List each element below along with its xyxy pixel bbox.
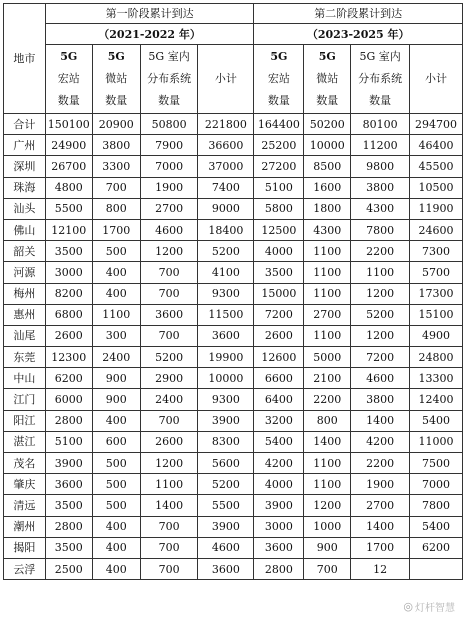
table-row	[4, 558, 463, 579]
phase1-micro-header: 5G 微站 数量	[92, 45, 140, 114]
cell-p2-indoor: 2700	[351, 495, 410, 516]
cell-region: 佛山	[4, 219, 46, 240]
cell-p2-macro: 6600	[254, 368, 304, 389]
cell-p2-micro: 1100	[304, 262, 351, 283]
cell-p2-macro: 3200	[254, 410, 304, 431]
cell-p2-micro: 8500	[304, 156, 351, 177]
cell-p2-macro: 27200	[254, 156, 304, 177]
cell-region: 河源	[4, 262, 46, 283]
cell-p2-subtotal: 45500	[410, 156, 463, 177]
cell-p1-indoor: 5200	[140, 347, 198, 368]
cell-p2-subtotal: 5700	[410, 262, 463, 283]
cell-p2-micro: 1400	[304, 431, 351, 452]
cell-p2-subtotal: 5400	[410, 410, 463, 431]
cell-region: 揭阳	[4, 537, 46, 558]
cell-p1-micro: 900	[92, 368, 140, 389]
cell-region: 中山	[4, 368, 46, 389]
cell-p2-indoor: 1100	[351, 262, 410, 283]
cell-p1-micro: 400	[92, 558, 140, 579]
cell-p1-indoor: 700	[140, 283, 198, 304]
cell-p1-macro: 3600	[45, 474, 92, 495]
cell-p1-subtotal: 36600	[198, 135, 254, 156]
cell-p1-indoor: 3600	[140, 304, 198, 325]
region-header: 地市	[4, 4, 46, 114]
phase1-subtotal-header: 小计	[198, 45, 254, 114]
cell-p2-indoor: 1400	[351, 516, 410, 537]
cell-p2-subtotal: 10500	[410, 177, 463, 198]
cell-region: 江门	[4, 389, 46, 410]
cell-p2-subtotal	[410, 558, 463, 579]
table-row	[4, 219, 463, 240]
cell-p2-indoor: 3800	[351, 177, 410, 198]
cell-p1-indoor: 7000	[140, 156, 198, 177]
watermark	[403, 599, 455, 614]
cell-p2-subtotal: 46400	[410, 135, 463, 156]
cell-p2-micro: 1000	[304, 516, 351, 537]
cell-p1-subtotal: 37000	[198, 156, 254, 177]
cell-p1-indoor: 700	[140, 558, 198, 579]
table-row	[4, 368, 463, 389]
cell-p2-subtotal: 11000	[410, 431, 463, 452]
cell-p1-micro: 400	[92, 410, 140, 431]
cell-p1-macro: 5500	[45, 198, 92, 219]
phase1-macro-header: 5G 宏站 数量	[45, 45, 92, 114]
cell-p1-micro: 400	[92, 537, 140, 558]
cell-p2-subtotal: 13300	[410, 368, 463, 389]
cell-region: 潮州	[4, 516, 46, 537]
cell-p1-indoor: 1200	[140, 453, 198, 474]
cell-p2-macro: 5100	[254, 177, 304, 198]
cell-p1-indoor: 2600	[140, 431, 198, 452]
cell-p1-macro: 150100	[45, 114, 92, 135]
cell-p2-subtotal: 7000	[410, 474, 463, 495]
cell-p2-indoor: 4600	[351, 368, 410, 389]
wechat-bubble-icon: ◎	[403, 600, 413, 613]
cell-p1-macro: 12300	[45, 347, 92, 368]
cell-p2-indoor: 7800	[351, 219, 410, 240]
cell-region: 合计	[4, 114, 46, 135]
cell-p1-micro: 300	[92, 325, 140, 346]
watermark-text: 灯杆智慧	[415, 603, 455, 614]
table-row	[4, 537, 463, 558]
cell-p1-indoor: 2900	[140, 368, 198, 389]
table-row	[4, 304, 463, 325]
cell-p1-indoor: 700	[140, 262, 198, 283]
cell-p1-subtotal: 3900	[198, 410, 254, 431]
cell-p2-macro: 164400	[254, 114, 304, 135]
cell-p1-subtotal: 5500	[198, 495, 254, 516]
cell-p2-indoor: 3800	[351, 389, 410, 410]
cell-p2-subtotal: 15100	[410, 304, 463, 325]
cell-p1-micro: 3300	[92, 156, 140, 177]
cell-p1-indoor: 50800	[140, 114, 198, 135]
cell-p1-indoor: 1900	[140, 177, 198, 198]
cell-p2-macro: 6400	[254, 389, 304, 410]
phase1-title: 第一阶段累计到达	[45, 4, 254, 24]
cell-p1-macro: 26700	[45, 156, 92, 177]
cell-p2-macro: 7200	[254, 304, 304, 325]
cell-p1-subtotal: 4100	[198, 262, 254, 283]
cell-p1-micro: 500	[92, 495, 140, 516]
cell-p2-indoor: 1200	[351, 283, 410, 304]
cell-p2-macro: 4200	[254, 453, 304, 474]
cell-p1-micro: 400	[92, 283, 140, 304]
cell-p1-subtotal: 3600	[198, 325, 254, 346]
table-row	[4, 177, 463, 198]
cell-p1-micro: 500	[92, 453, 140, 474]
cell-p1-subtotal: 3900	[198, 516, 254, 537]
5g-base-station-table	[3, 3, 463, 580]
cell-p2-indoor: 2200	[351, 241, 410, 262]
table-row	[4, 241, 463, 262]
cell-region: 惠州	[4, 304, 46, 325]
cell-p1-macro: 5100	[45, 431, 92, 452]
cell-p2-micro: 1100	[304, 241, 351, 262]
cell-region: 东莞	[4, 347, 46, 368]
table-row	[4, 431, 463, 452]
cell-p2-subtotal: 12400	[410, 389, 463, 410]
cell-p1-micro: 700	[92, 177, 140, 198]
cell-p2-micro: 2700	[304, 304, 351, 325]
cell-p2-micro: 5000	[304, 347, 351, 368]
cell-region: 汕头	[4, 198, 46, 219]
cell-p2-macro: 4000	[254, 241, 304, 262]
cell-p2-subtotal: 17300	[410, 283, 463, 304]
cell-p1-macro: 3500	[45, 241, 92, 262]
cell-p2-subtotal: 5400	[410, 516, 463, 537]
table-row	[4, 410, 463, 431]
cell-p1-macro: 6200	[45, 368, 92, 389]
table-body	[4, 114, 463, 580]
phase1-indoor-header: 5G 室内 分布系统 数量	[140, 45, 198, 114]
cell-p2-indoor: 1400	[351, 410, 410, 431]
table-row	[4, 347, 463, 368]
cell-p2-micro: 1100	[304, 474, 351, 495]
cell-p2-micro: 700	[304, 558, 351, 579]
cell-p1-subtotal: 221800	[198, 114, 254, 135]
cell-p1-micro: 1700	[92, 219, 140, 240]
cell-p1-macro: 3500	[45, 537, 92, 558]
cell-p2-subtotal: 24800	[410, 347, 463, 368]
phase2-micro-header: 5G 微站 数量	[304, 45, 351, 114]
cell-p2-subtotal: 7500	[410, 453, 463, 474]
cell-p1-subtotal: 8300	[198, 431, 254, 452]
cell-region: 韶关	[4, 241, 46, 262]
cell-p1-macro: 3500	[45, 495, 92, 516]
cell-p1-micro: 2400	[92, 347, 140, 368]
cell-p2-macro: 15000	[254, 283, 304, 304]
cell-p2-micro: 1100	[304, 325, 351, 346]
cell-p1-macro: 2500	[45, 558, 92, 579]
cell-p1-indoor: 700	[140, 537, 198, 558]
cell-region: 珠海	[4, 177, 46, 198]
cell-p2-micro: 800	[304, 410, 351, 431]
cell-p1-indoor: 700	[140, 325, 198, 346]
cell-p2-micro: 50200	[304, 114, 351, 135]
cell-region: 深圳	[4, 156, 46, 177]
table-row	[4, 262, 463, 283]
cell-p2-indoor: 9800	[351, 156, 410, 177]
cell-region: 湛江	[4, 431, 46, 452]
cell-p2-micro: 1800	[304, 198, 351, 219]
cell-p2-indoor: 2200	[351, 453, 410, 474]
cell-p1-micro: 1100	[92, 304, 140, 325]
cell-p2-subtotal: 11900	[410, 198, 463, 219]
cell-p2-subtotal: 4900	[410, 325, 463, 346]
cell-p1-micro: 400	[92, 262, 140, 283]
cell-p2-macro: 3500	[254, 262, 304, 283]
cell-p1-macro: 4800	[45, 177, 92, 198]
cell-p1-indoor: 700	[140, 516, 198, 537]
cell-p2-indoor: 12	[351, 558, 410, 579]
table-row	[4, 474, 463, 495]
cell-p1-indoor: 4600	[140, 219, 198, 240]
table-row	[4, 453, 463, 474]
cell-region: 梅州	[4, 283, 46, 304]
cell-p1-macro: 3900	[45, 453, 92, 474]
cell-p1-subtotal: 19900	[198, 347, 254, 368]
phase2-subtotal-header: 小计	[410, 45, 463, 114]
cell-p2-subtotal: 24600	[410, 219, 463, 240]
cell-p2-indoor: 11200	[351, 135, 410, 156]
cell-p2-indoor: 7200	[351, 347, 410, 368]
cell-region: 肇庆	[4, 474, 46, 495]
cell-p1-macro: 6000	[45, 389, 92, 410]
cell-region: 清远	[4, 495, 46, 516]
cell-region: 阳江	[4, 410, 46, 431]
cell-p1-subtotal: 4600	[198, 537, 254, 558]
table-row	[4, 114, 463, 135]
cell-region: 广州	[4, 135, 46, 156]
cell-p1-subtotal: 3600	[198, 558, 254, 579]
cell-p1-subtotal: 7400	[198, 177, 254, 198]
cell-p2-micro: 2200	[304, 389, 351, 410]
cell-p2-micro: 4300	[304, 219, 351, 240]
cell-p1-macro: 12100	[45, 219, 92, 240]
cell-p1-macro: 8200	[45, 283, 92, 304]
cell-p2-subtotal: 294700	[410, 114, 463, 135]
cell-p1-micro: 900	[92, 389, 140, 410]
table-row	[4, 198, 463, 219]
table-row	[4, 495, 463, 516]
cell-p1-subtotal: 9300	[198, 389, 254, 410]
cell-p1-indoor: 7900	[140, 135, 198, 156]
phase1-years: （2021-2022 年）	[45, 24, 254, 45]
table-row	[4, 135, 463, 156]
phase2-years: （2023-2025 年）	[254, 24, 463, 45]
cell-p2-macro: 2600	[254, 325, 304, 346]
cell-p1-micro: 600	[92, 431, 140, 452]
cell-p1-micro: 400	[92, 516, 140, 537]
table-row	[4, 516, 463, 537]
table-row	[4, 325, 463, 346]
cell-p2-micro: 1100	[304, 453, 351, 474]
cell-p2-micro: 1600	[304, 177, 351, 198]
cell-p2-micro: 10000	[304, 135, 351, 156]
cell-p2-subtotal: 6200	[410, 537, 463, 558]
phase2-title: 第二阶段累计到达	[254, 4, 463, 24]
cell-p2-macro: 3000	[254, 516, 304, 537]
cell-p1-subtotal: 10000	[198, 368, 254, 389]
cell-p2-macro: 12500	[254, 219, 304, 240]
cell-region: 云浮	[4, 558, 46, 579]
phase2-macro-header: 5G 宏站 数量	[254, 45, 304, 114]
cell-p1-indoor: 2700	[140, 198, 198, 219]
cell-p2-macro: 5400	[254, 431, 304, 452]
cell-p2-micro: 1100	[304, 283, 351, 304]
cell-p1-macro: 2800	[45, 516, 92, 537]
cell-p2-macro: 4000	[254, 474, 304, 495]
cell-p2-indoor: 4200	[351, 431, 410, 452]
cell-p2-indoor: 1700	[351, 537, 410, 558]
cell-p1-indoor: 2400	[140, 389, 198, 410]
cell-p2-macro: 3900	[254, 495, 304, 516]
cell-p2-macro: 3600	[254, 537, 304, 558]
cell-p1-micro: 800	[92, 198, 140, 219]
cell-p1-micro: 3800	[92, 135, 140, 156]
cell-p1-macro: 24900	[45, 135, 92, 156]
cell-p2-indoor: 4300	[351, 198, 410, 219]
cell-p1-macro: 6800	[45, 304, 92, 325]
cell-p2-micro: 2100	[304, 368, 351, 389]
cell-p1-subtotal: 5200	[198, 474, 254, 495]
cell-p1-subtotal: 5200	[198, 241, 254, 262]
cell-p2-indoor: 80100	[351, 114, 410, 135]
cell-p2-subtotal: 7300	[410, 241, 463, 262]
cell-p2-macro: 5800	[254, 198, 304, 219]
cell-p2-subtotal: 7800	[410, 495, 463, 516]
cell-p2-micro: 1200	[304, 495, 351, 516]
cell-p1-subtotal: 18400	[198, 219, 254, 240]
cell-p1-macro: 2600	[45, 325, 92, 346]
cell-region: 汕尾	[4, 325, 46, 346]
cell-p1-micro: 20900	[92, 114, 140, 135]
cell-p2-macro: 25200	[254, 135, 304, 156]
cell-p1-macro: 2800	[45, 410, 92, 431]
cell-p2-micro: 900	[304, 537, 351, 558]
table-row	[4, 389, 463, 410]
cell-p1-subtotal: 11500	[198, 304, 254, 325]
cell-p2-macro: 12600	[254, 347, 304, 368]
cell-p1-indoor: 1200	[140, 241, 198, 262]
cell-p2-macro: 2800	[254, 558, 304, 579]
cell-p1-subtotal: 5600	[198, 453, 254, 474]
cell-p1-micro: 500	[92, 241, 140, 262]
cell-p2-indoor: 1200	[351, 325, 410, 346]
cell-p2-indoor: 1900	[351, 474, 410, 495]
cell-region: 茂名	[4, 453, 46, 474]
cell-p2-indoor: 5200	[351, 304, 410, 325]
cell-p1-indoor: 1400	[140, 495, 198, 516]
phase2-indoor-header: 5G 室内 分布系统 数量	[351, 45, 410, 114]
cell-p1-subtotal: 9300	[198, 283, 254, 304]
cell-p1-micro: 500	[92, 474, 140, 495]
cell-p1-indoor: 1100	[140, 474, 198, 495]
cell-p1-subtotal: 9000	[198, 198, 254, 219]
cell-p1-macro: 3000	[45, 262, 92, 283]
table-row	[4, 156, 463, 177]
cell-p1-indoor: 700	[140, 410, 198, 431]
table-row	[4, 283, 463, 304]
